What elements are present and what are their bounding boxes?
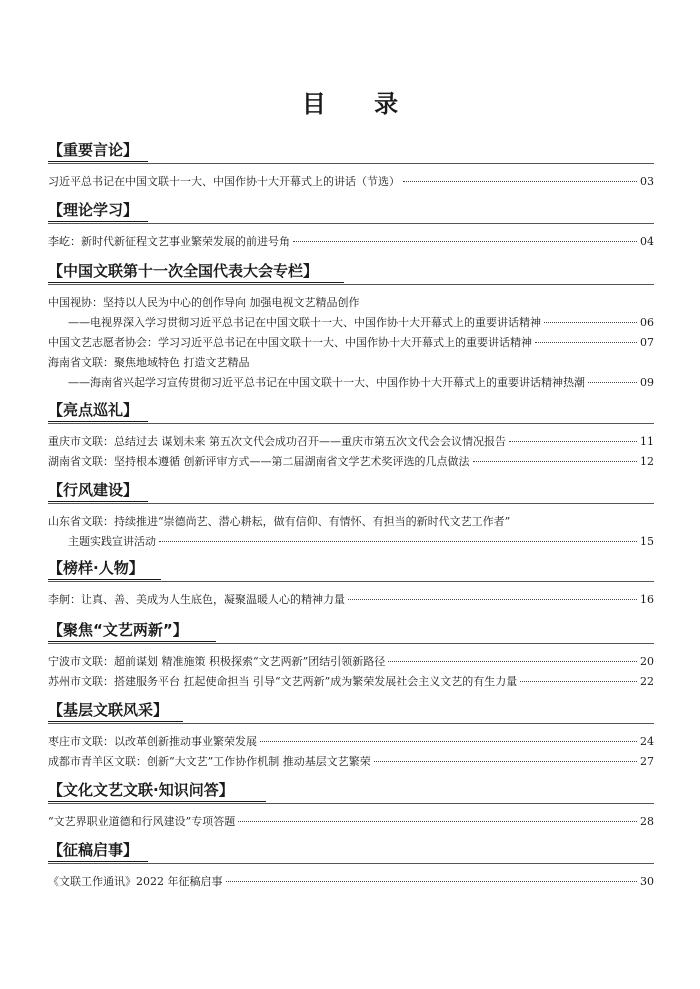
section-header	[0, 558, 700, 582]
page-number: 27	[640, 755, 654, 768]
section-heading-underline	[48, 861, 148, 862]
section-header	[0, 840, 700, 864]
section-heading-underline	[48, 282, 344, 283]
entry-list	[48, 812, 654, 832]
section-heading-underline	[48, 801, 266, 802]
page-number: 24	[640, 735, 654, 748]
entry-title: 李舸：让真、善、美成为人生底色，凝聚温暖人心的精神力量	[48, 593, 345, 606]
entry-title: 李屹：新时代新征程文艺事业繁荣发展的前进号角	[48, 235, 290, 248]
section-header	[0, 700, 700, 724]
toc-entry[interactable]	[48, 432, 654, 452]
toc-section	[0, 840, 700, 888]
dot-leader	[509, 441, 637, 442]
dot-leader	[388, 661, 637, 662]
section-divider	[48, 863, 654, 864]
entry-title: 苏州市文联：搭建服务平台 扛起使命担当 引导“文艺两新”成为繁荣发展社会主义文艺的有生力量	[48, 675, 518, 688]
section-header	[0, 400, 700, 424]
section-heading: 【理论学习】	[48, 201, 139, 219]
toc-entry[interactable]	[48, 672, 654, 692]
entry-title: 成都市青羊区文联：创新“大文艺”工作协作机制 推动基层文艺繁荣	[48, 755, 371, 768]
toc-entry[interactable]	[48, 172, 654, 192]
page-title: 目 录	[301, 90, 419, 118]
page-number: 20	[640, 655, 654, 668]
section-divider	[48, 163, 654, 164]
section-heading: 【行风建设】	[48, 481, 139, 499]
toc-section	[0, 140, 700, 188]
toc-entry[interactable]	[48, 353, 654, 373]
section-heading-underline	[48, 161, 148, 162]
entry-list	[48, 172, 654, 192]
entry-title: 中国视协：坚持以人民为中心的创作导向 加强电视文艺精品创作	[48, 296, 360, 309]
toc-entry[interactable]	[48, 590, 654, 610]
section-heading: 【征稿启事】	[48, 841, 139, 859]
toc-entry[interactable]	[48, 333, 654, 353]
dot-leader	[348, 599, 637, 600]
page-number: 04	[640, 235, 654, 248]
section-heading: 【文化文艺文联·知识问答】	[48, 781, 234, 799]
toc-section	[0, 700, 700, 768]
toc-section	[0, 620, 700, 688]
section-heading: 【聚焦“文艺两新”】	[48, 621, 188, 639]
toc-entry[interactable]	[48, 812, 654, 832]
section-heading: 【榜样·人物】	[48, 559, 144, 577]
section-heading-underline	[48, 221, 148, 222]
toc-entry[interactable]	[48, 313, 654, 333]
toc-section	[0, 400, 700, 468]
entry-title: 海南省文联：聚焦地域特色 打造文艺精品	[48, 356, 250, 369]
section-heading-underline	[48, 421, 148, 422]
dot-leader	[403, 181, 637, 182]
entry-title: 枣庄市文联：以改革创新推动事业繁荣发展	[48, 735, 257, 748]
section-heading: 【亮点巡礼】	[48, 401, 139, 419]
page-number: 16	[640, 593, 654, 606]
entry-list	[48, 590, 654, 610]
section-heading-underline	[48, 501, 148, 502]
dot-leader	[374, 761, 637, 762]
toc-entry[interactable]	[48, 872, 654, 892]
section-divider	[48, 723, 654, 724]
section-header	[0, 261, 700, 285]
entry-title: 山东省文联：持续推进“崇德尚艺、潜心耕耘，做有信仰、有情怀、有担当的新时代文艺工作者”	[48, 515, 511, 528]
section-divider	[48, 284, 654, 285]
section-divider	[48, 503, 654, 504]
page-number: 15	[640, 535, 654, 548]
entry-title: 中国文艺志愿者协会：学习习近平总书记在中国文联十一大、中国作协十大开幕式上的重要讲话精神	[48, 336, 532, 349]
entry-list	[48, 432, 654, 472]
entry-list	[48, 872, 654, 892]
dot-leader	[238, 821, 637, 822]
entry-title: 宁波市文联：超前谋划 精准施策 积极探索“文艺两新”团结引领新路径	[48, 655, 386, 668]
entry-title: 重庆市文联：总结过去 谋划未来 第五次文代会成功召开——重庆市第五次文代会会议情况报告	[48, 435, 506, 448]
dot-leader	[293, 241, 637, 242]
section-divider	[48, 643, 654, 644]
dot-leader	[226, 881, 638, 882]
page-number: 11	[640, 435, 654, 448]
section-heading-underline	[48, 641, 216, 642]
entry-title: 湖南省文联：坚持根本遵循 创新评审方式——第二届湖南省文学艺术奖评选的几点做法	[48, 455, 470, 468]
dot-leader	[588, 382, 637, 383]
dot-leader	[260, 741, 637, 742]
page-number: 30	[640, 875, 654, 888]
section-header	[0, 480, 700, 504]
page-number: 07	[640, 336, 654, 349]
entry-list	[48, 293, 654, 393]
toc-entry[interactable]	[48, 373, 654, 393]
page-number: 09	[640, 376, 654, 389]
entry-list	[48, 512, 654, 552]
entry-list	[48, 232, 654, 252]
section-header	[0, 200, 700, 224]
section-header	[0, 620, 700, 644]
dot-leader	[520, 681, 637, 682]
section-divider	[48, 423, 654, 424]
entry-list	[48, 732, 654, 772]
section-divider	[48, 803, 654, 804]
section-divider	[48, 581, 654, 582]
page-number: 22	[640, 675, 654, 688]
toc-entry[interactable]	[48, 512, 654, 532]
entry-title: “文艺界职业道德和行风建设”专项答题	[48, 815, 236, 828]
toc-section	[0, 200, 700, 248]
section-heading-underline	[48, 579, 161, 580]
toc-entry[interactable]	[48, 452, 654, 472]
section-heading: 【中国文联第十一次全国代表大会专栏】	[48, 262, 319, 280]
toc-entry[interactable]	[48, 232, 654, 252]
section-heading: 【重要言论】	[48, 141, 139, 159]
section-header	[0, 780, 700, 804]
dot-leader	[544, 322, 637, 323]
dot-leader	[473, 461, 638, 462]
section-divider	[48, 223, 654, 224]
entry-title: ——海南省兴起学习宣传贯彻习近平总书记在中国文联十一大、中国作协十大开幕式上的重要讲话精神热潮	[68, 376, 585, 389]
toc-section	[0, 558, 700, 606]
toc-entry[interactable]	[48, 752, 654, 772]
toc-section	[0, 780, 700, 828]
entry-title: 《文联工作通讯》2022 年征稿启事	[48, 875, 223, 888]
toc-entry[interactable]	[48, 652, 654, 672]
section-header	[0, 140, 700, 164]
entry-title: ——电视界深入学习贯彻习近平总书记在中国文联十一大、中国作协十大开幕式上的重要讲话精神	[68, 316, 541, 329]
entry-title: 习近平总书记在中国文联十一大、中国作协十大开幕式上的讲话（节选）	[48, 175, 400, 188]
section-heading: 【基层文联风采】	[48, 701, 169, 719]
dot-leader	[535, 342, 637, 343]
entry-list	[48, 652, 654, 692]
page-number: 28	[640, 815, 654, 828]
page-number: 06	[640, 316, 654, 329]
toc-section	[0, 480, 700, 548]
page-number: 03	[640, 175, 654, 188]
entry-title: 主题实践宣讲活动	[68, 535, 156, 548]
toc-entry[interactable]	[48, 732, 654, 752]
toc-entry[interactable]	[48, 532, 654, 552]
toc-section	[0, 261, 700, 389]
page-number: 12	[640, 455, 654, 468]
section-heading-underline	[48, 721, 183, 722]
dot-leader	[159, 541, 637, 542]
toc-entry[interactable]	[48, 293, 654, 313]
